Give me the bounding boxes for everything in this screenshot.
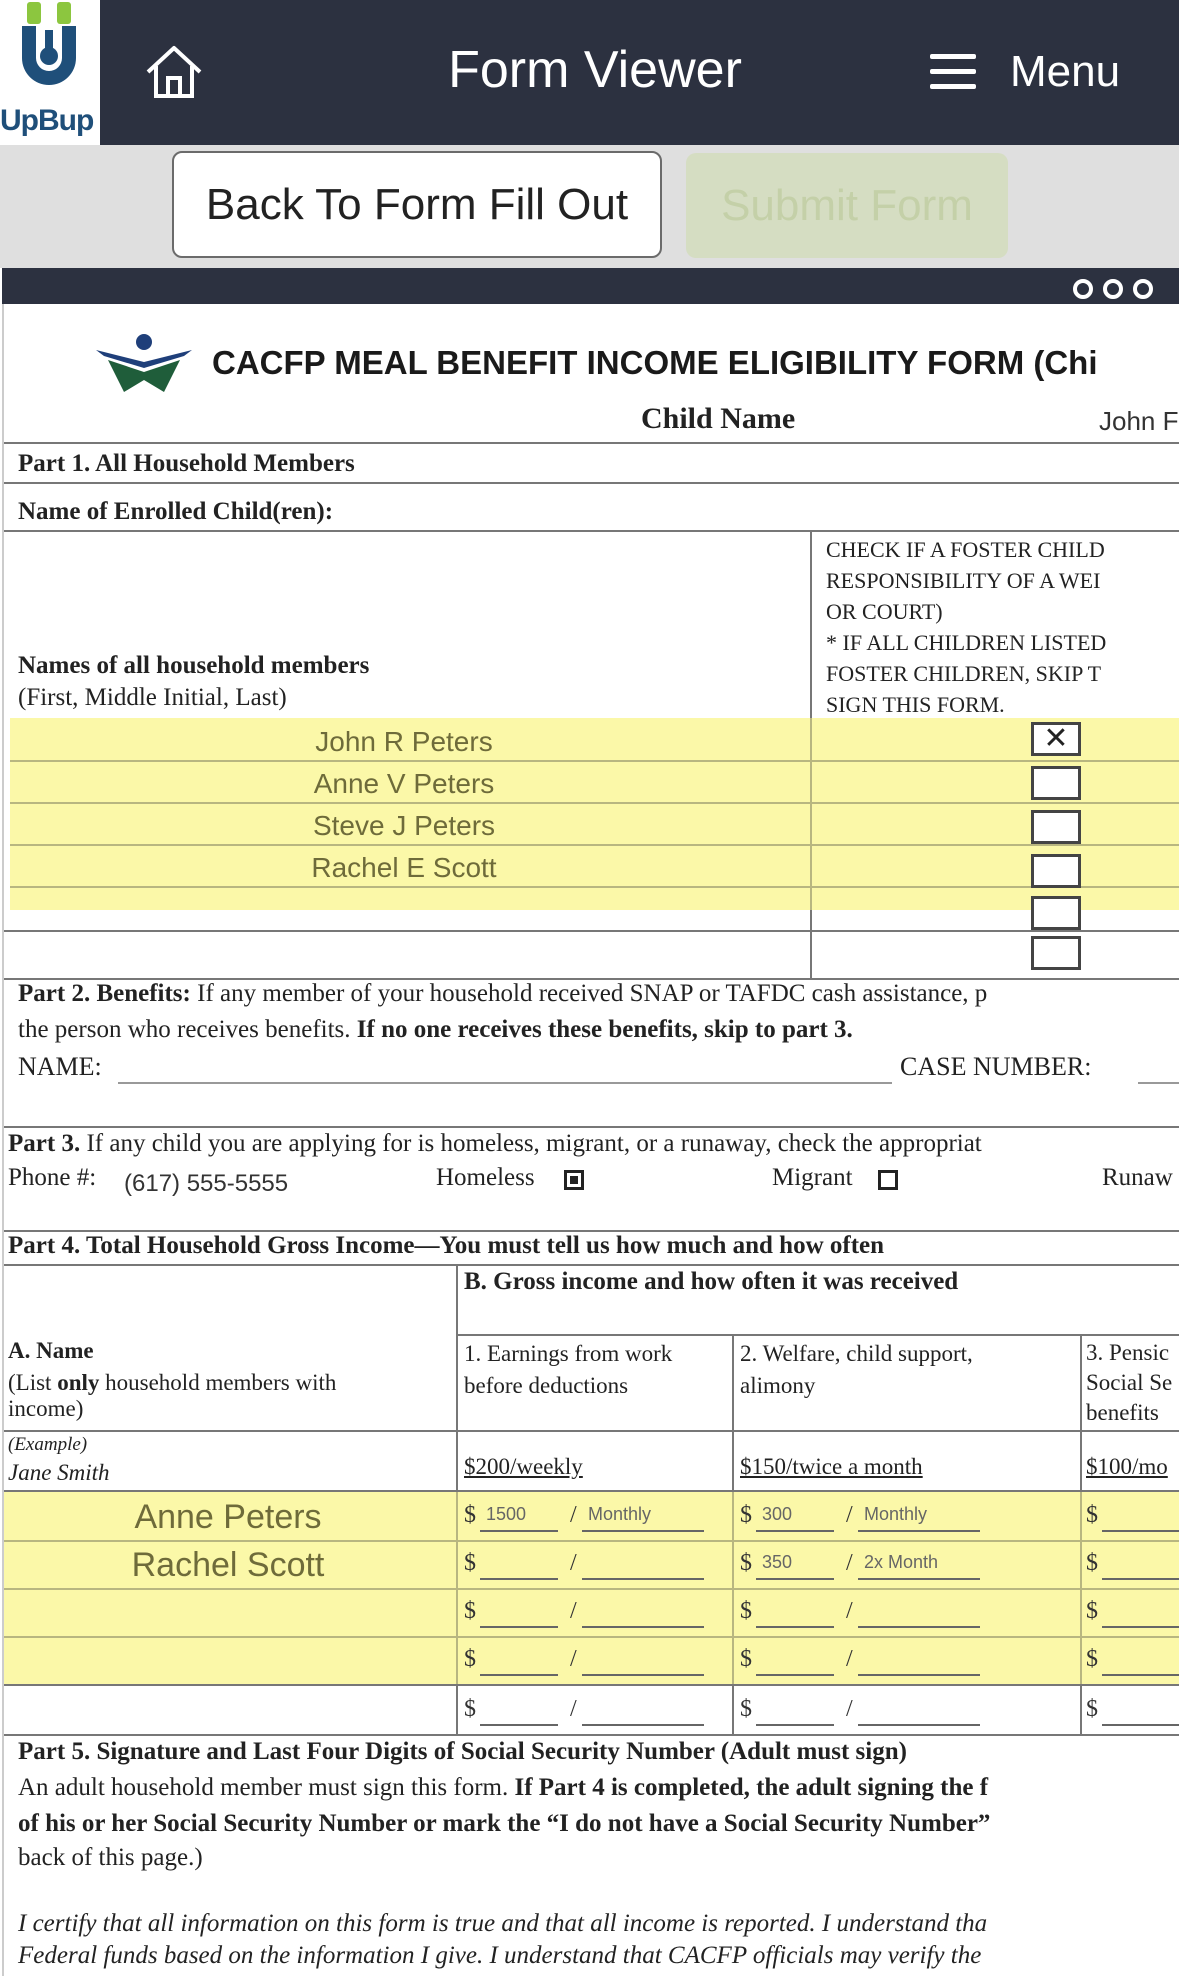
back-to-form-button[interactable]: Back To Form Fill Out [172,151,662,258]
dollar-sign: $ [1086,1646,1098,1672]
earnings-amount-field-1[interactable] [480,1530,558,1532]
dollar-sign: $ [740,1502,752,1528]
member-name-input-4[interactable]: Rachel E Scott [311,852,497,883]
earnings-amount-field-2[interactable] [480,1578,558,1580]
slash-separator: / [846,1646,853,1672]
homeless-label: Homeless [436,1164,535,1191]
foster-checkbox-4[interactable] [1031,854,1081,888]
dollar-sign: $ [1086,1696,1098,1722]
part5-heading: Part 5. Signature and Last Four Digits of Social Security Number (Adult must sign) [18,1738,907,1765]
dollar-sign: $ [464,1598,476,1624]
child-name-label: Child Name [641,402,796,435]
part5-line1: An adult household member must sign this form. If Part 4 is completed, the adult signing the f [18,1774,989,1801]
form-title: CACFP MEAL BENEFIT INCOME ELIGIBILITY FORM (Chi [212,344,1098,381]
foster-checkbox-6[interactable] [1031,936,1081,970]
col1-header: 1. Earnings from work before deductions [464,1341,673,1398]
part2-text: Part 2. Benefits: If any member of your household received SNAP or TAFDC cash assistance, p [18,980,988,1007]
income-name-input-2[interactable]: Rachel Scott [131,1546,325,1584]
slash-separator: / [570,1646,577,1672]
household-members-sublabel: (First, Middle Initial, Last) [18,684,287,711]
pension-amount-field-5[interactable] [1102,1724,1179,1726]
page-title: Form Viewer [448,41,742,99]
dollar-sign: $ [740,1598,752,1624]
slash-separator: / [570,1696,577,1722]
runaway-label: Runaw [1102,1164,1173,1191]
earnings-amount-value-1[interactable]: 1500 [486,1504,527,1524]
benefits-name-field[interactable] [118,1082,892,1084]
part1-heading: Part 1. All Household Members [18,450,355,477]
income-name-input-1[interactable]: Anne Peters [134,1498,322,1536]
dollar-sign: $ [1086,1598,1098,1624]
col2-header: 2. Welfare, child support, alimony [740,1341,973,1398]
dollar-sign: $ [464,1550,476,1576]
part4-heading: Part 4. Total Household Gross Income—You must tell us how much and how often [8,1232,885,1259]
upbup-logo[interactable] [0,0,100,145]
earnings-frequency-field-2[interactable] [582,1578,704,1580]
dollar-sign: $ [740,1646,752,1672]
dollar-sign: $ [464,1502,476,1528]
welfare-frequency-value-1[interactable]: Monthly [864,1504,928,1524]
welfare-amount-value-2[interactable]: 350 [762,1552,793,1572]
part3-text: Part 3. If any child you are applying for is homeless, migrant, or a runaway, check the appropriat [8,1130,982,1157]
dollar-sign: $ [1086,1502,1098,1528]
dollar-sign: $ [464,1696,476,1722]
slash-separator: / [846,1502,853,1528]
slash-separator: / [570,1598,577,1624]
foster-checkbox-2[interactable] [1031,766,1081,800]
foster-checkbox-5[interactable] [1031,896,1081,930]
welfare-amount-field-5[interactable] [756,1724,834,1726]
earnings-frequency-field-5[interactable] [582,1724,704,1726]
hamburger-icon [930,54,976,90]
dollar-sign: $ [1086,1550,1098,1576]
welfare-frequency-field-4[interactable] [858,1674,980,1676]
foster-checkbox-3[interactable] [1031,810,1081,844]
member-name-input-1[interactable]: John R Peters [315,726,493,757]
col-a-title: A. Name [8,1338,94,1363]
form-document[interactable] [2,304,1179,1976]
household-members-label: Names of all household members [18,652,370,679]
usda-logo-icon [94,332,194,396]
logo-text: UpBup [0,104,94,137]
earnings-frequency-value-1[interactable]: Monthly [588,1504,652,1524]
slash-separator: / [846,1550,853,1576]
part5-line2: of his or her Social Security Number or mark the “I do not have a Social Security Number” [18,1810,991,1837]
app-header [0,0,1179,145]
earnings-amount-field-3[interactable] [480,1626,558,1628]
slash-separator: / [846,1598,853,1624]
dollar-sign: $ [740,1550,752,1576]
slash-separator: / [846,1696,853,1722]
part2-case-label: CASE NUMBER: [900,1052,1092,1081]
slash-separator: / [570,1550,577,1576]
welfare-amount-field-3[interactable] [756,1626,834,1628]
menu-button[interactable] [930,40,1170,104]
dollar-sign: $ [464,1646,476,1672]
pension-amount-field-3[interactable] [1102,1626,1179,1628]
example-name: Jane Smith [8,1460,110,1485]
phone-label: Phone #: [8,1164,97,1191]
menu-label: Menu [1010,47,1121,96]
member-name-input-3[interactable]: Steve J Peters [312,810,496,841]
foster-checkbox-1[interactable]: ✕ [1031,722,1081,756]
welfare-frequency-field-2[interactable] [858,1578,980,1580]
earnings-frequency-field-1[interactable] [582,1530,704,1532]
more-options-icon[interactable] [1073,279,1153,299]
homeless-checkbox[interactable] [564,1170,584,1190]
case-number-field[interactable] [1138,1082,1179,1084]
earnings-frequency-field-4[interactable] [582,1674,704,1676]
migrant-label: Migrant [772,1164,853,1191]
earnings-amount-field-5[interactable] [480,1724,558,1726]
welfare-frequency-field-1[interactable] [858,1530,980,1532]
welfare-amount-value-1[interactable]: 300 [762,1504,793,1524]
welfare-amount-field-2[interactable] [756,1578,834,1580]
pension-amount-field-2[interactable] [1102,1578,1179,1580]
example-col3: $100/mo [1086,1454,1168,1479]
welfare-amount-field-4[interactable] [756,1674,834,1676]
col-a-sub2: income) [8,1396,84,1421]
certify-line1: I certify that all information on this form is true and that all income is reported. I understand tha [18,1910,988,1937]
welfare-frequency-field-5[interactable] [858,1724,980,1726]
member-name-input-2[interactable]: Anne V Peters [313,768,495,799]
pension-amount-field-4[interactable] [1102,1674,1179,1676]
welfare-frequency-field-3[interactable] [858,1626,980,1628]
part5-line3: back of this page.) [18,1844,203,1871]
enrolled-children-label: Name of Enrolled Child(ren): [18,498,334,525]
submit-form-button[interactable]: Submit Form [686,153,1008,258]
viewer-toolbar [2,268,1179,304]
welfare-amount-field-1[interactable] [756,1530,834,1532]
part2-name-label: NAME: [18,1052,102,1081]
dollar-sign: $ [740,1696,752,1722]
col-a-sub: (List only household members with [8,1370,337,1395]
child-name-value: John F [1099,406,1179,436]
gross-income-heading: B. Gross income and how often it was received [464,1268,959,1295]
example-label: (Example) [8,1434,88,1455]
certify-line2: Federal funds based on the information I give. I understand that CACFP officials may verify the [18,1942,982,1969]
col3-header: 3. Pensic Social Se benefits [1086,1340,1173,1425]
welfare-frequency-value-2[interactable]: 2x Month [864,1552,939,1572]
example-col1: $200/weekly [464,1454,583,1479]
home-icon[interactable] [140,38,208,106]
action-bar [0,145,1179,268]
slash-separator: / [570,1502,577,1528]
earnings-frequency-field-3[interactable] [582,1626,704,1628]
example-col2: $150/twice a month [740,1454,923,1479]
phone-value[interactable]: (617) 555-5555 [124,1170,289,1197]
part2-text-line2: the person who receives benefits. If no one receives these benefits, skip to part 3. [18,1016,853,1043]
earnings-amount-field-4[interactable] [480,1674,558,1676]
pension-amount-field-1[interactable] [1102,1530,1179,1532]
foster-child-instructions: CHECK IF A FOSTER CHILD RESPONSIBILITY OF A WEI OR COURT) * IF ALL CHILDREN LISTED FOSTER CHILDREN, SKIP T SIGN THIS FORM. [826,537,1107,717]
migrant-checkbox[interactable] [878,1170,898,1190]
